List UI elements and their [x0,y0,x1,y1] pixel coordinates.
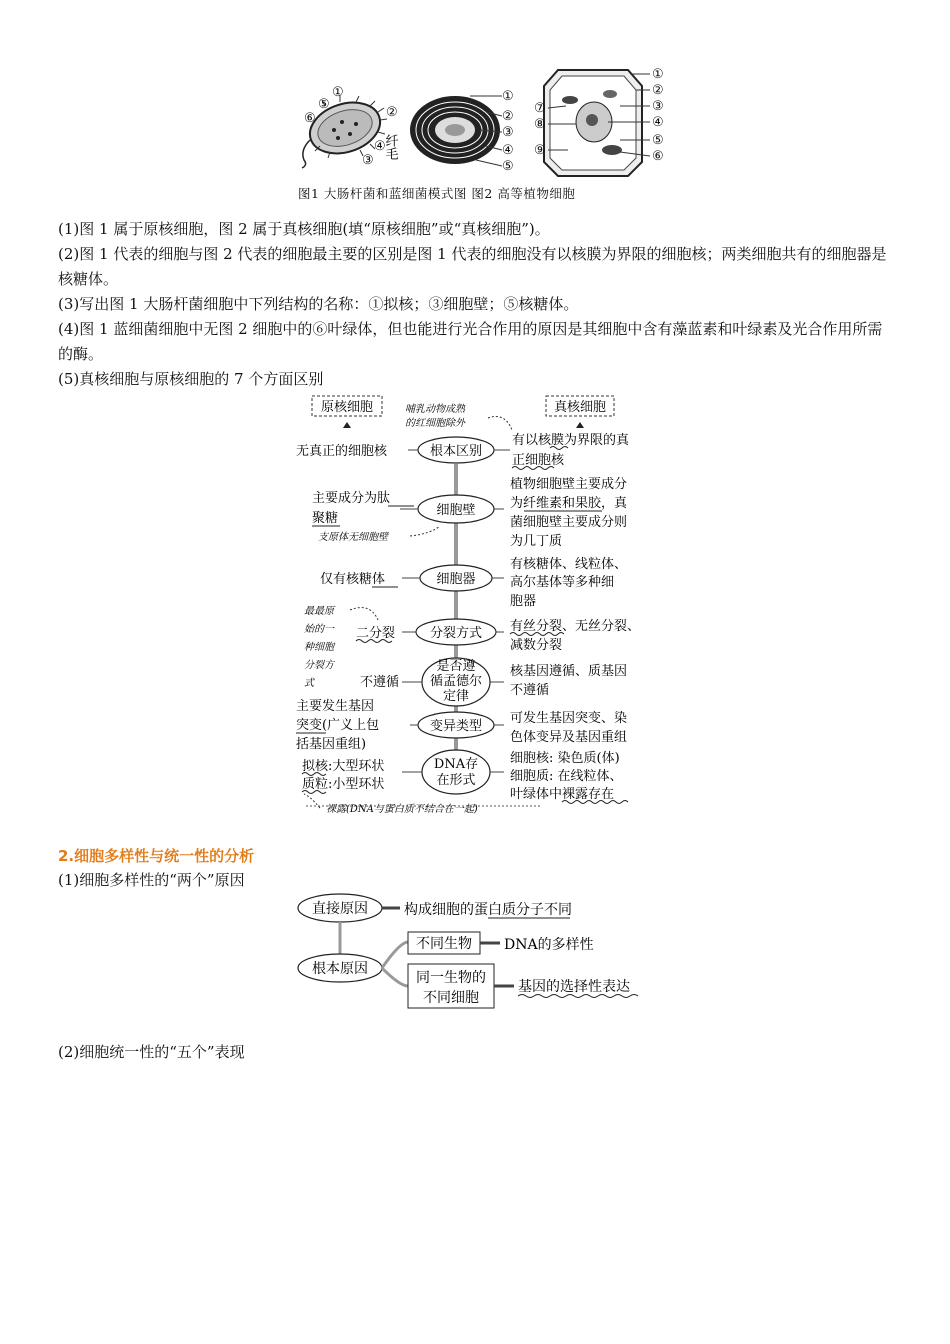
node-dna-form: 在形式 [436,773,476,788]
left-r6: 括基因重组) [296,737,367,752]
right-r4: 有丝分裂、无丝分裂、 [510,619,641,634]
right-r7: 细胞质: 在线粒体、 [510,769,623,784]
right-r7: 细胞核: 染色质(体) [510,751,620,766]
plant-label: ③ [652,99,664,114]
answer-1: (1)图 1 属于原核细胞，图 2 属于真核细胞(填“原核细胞”或“真核细胞”)。 [58,220,550,238]
left-r2: 聚糖 [312,511,339,526]
same-org: 同一生物的 [416,970,486,986]
note-top: 的红细胞除外 [405,418,465,429]
bacteria-label: ⑥ [304,111,316,126]
right-r3: 胞器 [510,594,537,609]
right-r5: 核基因遵循、质基因 [510,664,628,679]
left-r4-note: 最最原 [304,606,334,617]
left-header: 原核细胞 [320,400,374,415]
figure-caption: 图1 大肠杆菌和蓝细菌模式图 图2 高等植物细胞 [298,186,576,201]
direct-result: 构成细胞的蛋白质分子不同 [404,902,572,918]
prokaryote-eukaryote-comparison [290,392,670,820]
left-r7: 质粒:小型环状 [302,777,385,792]
left-r4-note: 分裂方 [304,660,334,671]
cell-figures [290,60,670,180]
plant-label: ⑥ [652,149,664,164]
cyano-label: ④ [502,143,514,158]
bacteria-label: ⑤ [318,97,330,112]
node-mendel: 定律 [442,689,470,704]
left-r4-note: 式 [304,678,314,689]
bacterium-illustration [302,94,387,168]
left-r6: 主要发生基因 [296,699,375,714]
bacteria-label: ③ [362,153,374,168]
node-variation: 变异类型 [429,719,483,734]
left-r4: 二分裂 [356,626,396,641]
answer-3: (3)写出图 1 大肠杆菌细胞中下列结构的名称：①拟核；③细胞壁；⑤核糖体。 [58,295,579,313]
node-root-difference: 根本区别 [429,444,483,459]
left-r7-note: 裸露(DNA与蛋白质不结合在一起) [326,804,478,815]
right-r1: 有以核膜为界限的真 [512,433,630,448]
cyano-label: ① [502,89,514,104]
node-dna-form: DNA存 [433,757,479,772]
left-r1: 无真正的细胞核 [296,444,388,459]
right-r2: 为纤维素和果胶，真 [510,496,628,511]
cyano-label: ② [502,109,514,124]
cyano-label: ③ [502,125,514,140]
diversity-diagram [290,890,670,1015]
plant-label: ⑧ [534,117,546,132]
cyano-label: ⑤ [502,159,514,174]
right-r6: 色体变异及基因重组 [510,730,628,745]
right-r6: 可发生基因突变、染 [510,711,628,726]
left-r3: 仅有核糖体 [320,572,386,587]
root-cause: 根本原因 [312,961,368,977]
same-org: 不同细胞 [423,990,479,1006]
left-r5: 不遵循 [360,675,400,690]
section-sub1: (1)细胞多样性的“两个”原因 [58,871,245,889]
cyanobacterium-illustration [410,96,500,164]
section-sub2: (2)细胞统一性的“五个”表现 [58,1043,245,1061]
plant-cell-illustration [544,70,642,176]
right-r1: 正细胞核 [512,453,565,468]
left-r6: 突变(广义上包 [296,718,380,733]
right-header: 真核细胞 [553,400,607,415]
node-organelles: 细胞器 [436,572,476,587]
note-top: 哺乳动物成熟 [405,404,465,415]
bacteria-label: ④ [374,139,386,154]
right-r3: 高尔基体等多种细 [510,575,615,590]
plant-label: ⑤ [652,133,664,148]
answer-4: (4)图 1 蓝细菌细胞中无图 2 细胞中的⑥叶绿体，但也能进行光合作用的原因是其细胞中含有藻蓝素和叶绿素及光合作用所需的酶。 [58,320,883,363]
right-r3: 有核糖体、线粒体、 [510,557,628,572]
bacteria-label: ② [386,105,398,120]
node-cell-wall: 细胞壁 [436,503,476,518]
bacteria-label: ① [332,85,344,100]
same-org-result: 基因的选择性表达 [518,979,630,995]
plant-label: ⑨ [534,143,546,158]
left-r2: 主要成分为肽 [312,491,391,506]
answer-5: (5)真核细胞与原核细胞的 7 个方面区别 [58,370,324,388]
right-r2: 菌细胞壁主要成分则 [510,515,628,530]
plant-label: ① [652,67,664,82]
right-r2: 为几丁质 [510,534,563,549]
right-r5: 不遵循 [510,683,550,698]
diff-org-result: DNA的多样性 [504,937,594,953]
right-r7: 叶绿体中裸露存在 [510,787,615,802]
node-mendel: 循孟德尔 [429,674,483,689]
right-r4: 减数分裂 [510,638,563,653]
node-division: 分裂方式 [429,626,483,641]
answer-2: (2)图 1 代表的细胞与图 2 代表的细胞最主要的区别是图 1 代表的细胞没有以核膜为界限的细胞核；两类细胞共有的细胞器是核糖体。 [58,245,887,288]
left-r2-note: 支原体无细胞壁 [318,532,388,543]
left-r4-note: 种细胞 [304,642,334,653]
plant-label: ⑦ [534,101,546,116]
plant-label: ④ [652,115,664,130]
left-r4-note: 始的一 [304,624,334,635]
diff-org: 不同生物 [416,936,472,952]
pili-label: 纤毛 [382,134,398,160]
left-r7: 拟核:大型环状 [302,759,385,774]
right-r2: 植物细胞壁主要成分 [510,477,628,492]
section-title: 2.细胞多样性与统一性的分析 [58,847,255,865]
direct-cause: 直接原因 [312,901,368,917]
plant-label: ② [652,83,664,98]
node-mendel: 是否遵 [436,659,476,674]
